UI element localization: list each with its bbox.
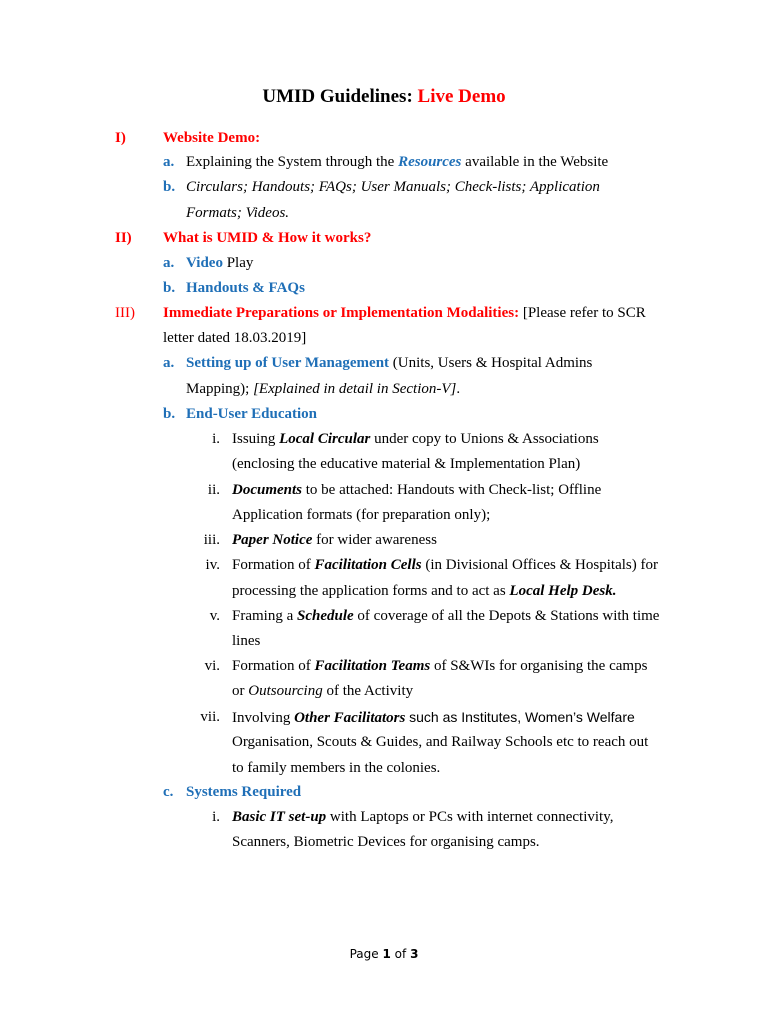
section-1-heading: Website Demo: <box>163 130 261 146</box>
sub-item-i-line2: (enclosing the educative material & Implementation Plan) <box>232 456 581 472</box>
sub-item-iv-marker: iv. <box>205 557 220 573</box>
sub-item-iii-marker: iii. <box>203 532 220 548</box>
sub-item-vi-line2: or Outsourcing of the Activity <box>232 683 414 699</box>
title-main: UMID Guidelines: <box>262 86 413 107</box>
item-3a-text: Setting up of User Management (Units, Users & Hospital Admins <box>186 355 593 371</box>
sub-item-v-marker: v. <box>209 608 220 624</box>
sub-item-ii-text: Documents to be attached: Handouts with Check-list; Offline <box>232 482 602 498</box>
sub-item-vii-text: Involving Other Facilitators such as Institutes, Women’s Welfare <box>232 709 635 726</box>
item-3b-marker: b. <box>163 406 176 422</box>
sub-item-iii-text: Paper Notice for wider awareness <box>232 532 437 548</box>
sub-item-v-line2: lines <box>232 633 261 649</box>
section-3-heading: Immediate Preparations or Implementation Modalities: [Please refer to SCR <box>163 305 646 321</box>
sub-item-c-i-line2: Scanners, Biometric Devices for organising camps. <box>232 834 540 850</box>
sub-item-i-marker: i. <box>212 431 220 447</box>
item-3a-line2: Mapping); [Explained in detail in Section-V]. <box>186 381 461 397</box>
item-3a-marker: a. <box>163 355 175 371</box>
sub-item-iv-text: Formation of Facilitation Cells (in Divisional Offices & Hospitals) for <box>232 557 658 573</box>
title-accent: Live Demo <box>417 86 506 107</box>
item-1b-line2: Formats; Videos. <box>186 205 290 221</box>
sub-item-vii-line3: to family members in the colonies. <box>232 760 441 776</box>
item-3c-marker: c. <box>163 784 174 800</box>
sub-item-ii-line2: Application formats (for preparation only); <box>232 507 491 523</box>
page-title <box>0 86 768 108</box>
item-2a-marker: a. <box>163 255 175 271</box>
sub-item-vi-marker: vi. <box>204 658 220 674</box>
page-number-footer: Page 1 of 3 <box>349 947 419 961</box>
section-3-heading-line2: letter dated 18.03.2019] <box>163 330 307 346</box>
sub-item-v-text: Framing a Schedule of coverage of all the Depots & Stations with time <box>232 608 660 624</box>
item-3c-heading: Systems Required <box>186 784 302 800</box>
sub-item-vii-line2: Organisation, Scouts & Guides, and Railway Schools etc to reach out <box>232 734 649 750</box>
item-1a-marker: a. <box>163 154 175 170</box>
item-3b-heading: End-User Education <box>186 406 318 422</box>
item-1b-marker: b. <box>163 179 176 195</box>
sub-item-c-i-text: Basic IT set-up with Laptops or PCs with internet connectivity, <box>232 809 614 825</box>
item-1b-line1: Circulars; Handouts; FAQs; User Manuals; Check-lists; Application <box>186 179 600 195</box>
resources-link-text: Resources <box>398 154 462 170</box>
section-2-heading: What is UMID & How it works? <box>163 230 372 246</box>
item-2a-text: Video Play <box>186 255 254 271</box>
sub-item-ii-marker: ii. <box>207 482 220 498</box>
item-1a-text: Explaining the System through the Resources available in the Website <box>186 154 609 170</box>
section-2-number: II) <box>115 230 132 246</box>
item-2b-marker: b. <box>163 280 176 296</box>
sub-item-i-text: Issuing Local Circular under copy to Unions & Associations <box>232 431 599 447</box>
section-3-number: III) <box>115 305 135 321</box>
sub-item-vi-text: Formation of Facilitation Teams of S&WIs for organising the camps <box>232 658 648 674</box>
item-2b-text: Handouts & FAQs <box>186 280 305 296</box>
section-1-number: I) <box>115 130 126 146</box>
sub-item-vii-marker: vii. <box>200 709 220 725</box>
sub-item-iv-line2: processing the application forms and to act as Local Help Desk. <box>232 583 617 599</box>
sub-item-c-i-marker: i. <box>212 809 220 825</box>
